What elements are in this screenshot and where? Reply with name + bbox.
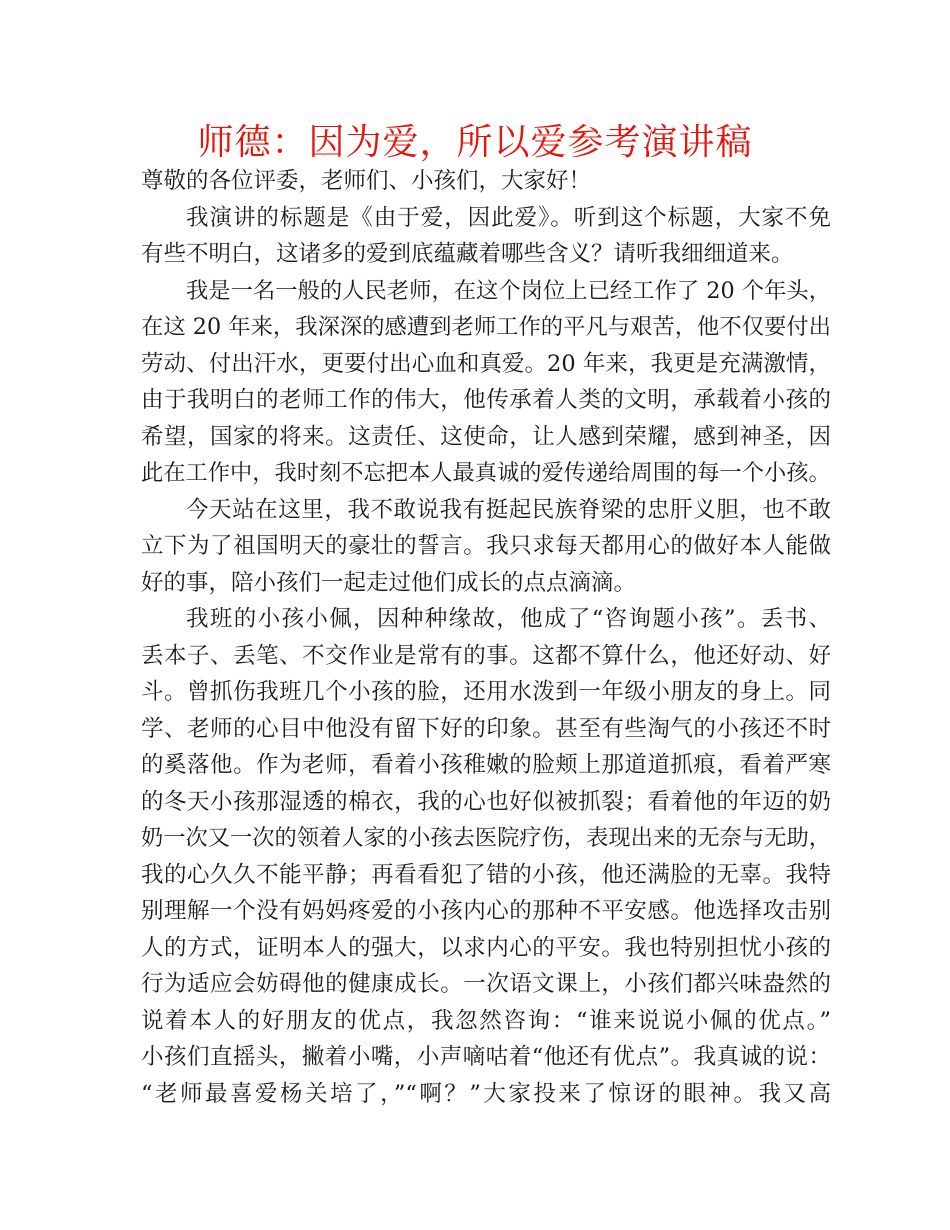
text-line: 好的事，陪小孩们一起走过他们成长的点点滴滴。 (141, 569, 637, 596)
text-line: 劳动、付出汗水，更要付出心血和真爱。20 年来，我更是充满激情， (141, 350, 831, 377)
text-line: 丢本子、丢笔、不交作业是常有的事。这都不算什么，他还好动、好 (141, 642, 831, 669)
text-line: 斗。曾抓伤我班几个小孩的脸，还用水泼到一年级小朋友的身上。同 (141, 679, 831, 705)
text-line: 我的心久久不能平静；再看看犯了错的小孩，他还满脸的无辜。我特 (141, 861, 831, 888)
text-line: 在这 20 年来，我深深的感遭到老师工作的平凡与艰苦，他不仅要付出 (141, 314, 831, 340)
text-line: 今天站在这里，我不敢说我有挺起民族脊梁的忠肝义胆，也不敢 (186, 496, 831, 523)
text-line: 有些不明白，这诸多的爱到底蕴藏着哪些含义？请听我细细道来。 (141, 241, 794, 267)
text-line: 学、老师的心目中他没有留下好的印象。甚至有些淘气的小孩还不时 (141, 715, 831, 742)
text-line: 由于我明白的老师工作的伟大，他传承着人类的文明，承载着小孩的 (141, 387, 831, 413)
text-line: 希望，国家的将来。这责任、这使命，让人感到荣耀，感到神圣，因 (141, 423, 831, 450)
text-line: 别理解一个没有妈妈疼爱的小孩内心的那种不平安感。他选择攻击别 (141, 898, 831, 924)
document-title: 师德：因为爱，所以爱参考演讲稿 (197, 122, 753, 163)
text-line: 奶一次又一次的领着人家的小孩去医院疗伤，表现出来的无奈与无助， (141, 825, 831, 851)
text-line: 的冬天小孩那湿透的棉衣，我的心也好似被抓裂；看着他的年迈的奶 (141, 788, 831, 815)
document-body (141, 163, 831, 1112)
text-line: “老师最喜爱杨关培了，”“啊？”大家投来了惊讶的眼神。我又高 (141, 1080, 831, 1107)
text-line: 我是一名一般的人民老师，在这个岗位上已经工作了 20 个年头， (186, 277, 831, 304)
text-line: 行为适应会妨碍他的健康成长。一次语文课上，小孩们都兴味盎然的 (141, 971, 831, 997)
text-line: 的奚落他。作为老师，看着小孩稚嫩的脸颊上那道道抓痕，看着严寒 (141, 752, 831, 778)
text-line: 小孩们直摇头，撇着小嘴，小声嘀咕着“他还有优点”。我真诚的说： (141, 1044, 831, 1070)
text-line: 我演讲的标题是《由于爱，因此爱》。听到这个标题，大家不免 (186, 204, 831, 231)
text-line: 我班的小孩小佩，因种种缘故，他成了“咨询题小孩”。丢书、 (186, 606, 831, 632)
text-line: 说着本人的好朋友的优点，我忽然咨询：“谁来说说小佩的优点。” (141, 1007, 831, 1034)
text-line: 尊敬的各位评委，老师们、小孩们，大家好！ (141, 168, 592, 194)
text-line: 人的方式，证明本人的强大，以求内心的平安。我也特别担忧小孩的 (141, 934, 831, 961)
text-line: 立下为了祖国明天的豪壮的誓言。我只求每天都用心的做好本人能做 (141, 533, 831, 559)
text-line: 此在工作中，我时刻不忘把本人最真诚的爱传递给周围的每一个小孩。 (141, 460, 831, 486)
